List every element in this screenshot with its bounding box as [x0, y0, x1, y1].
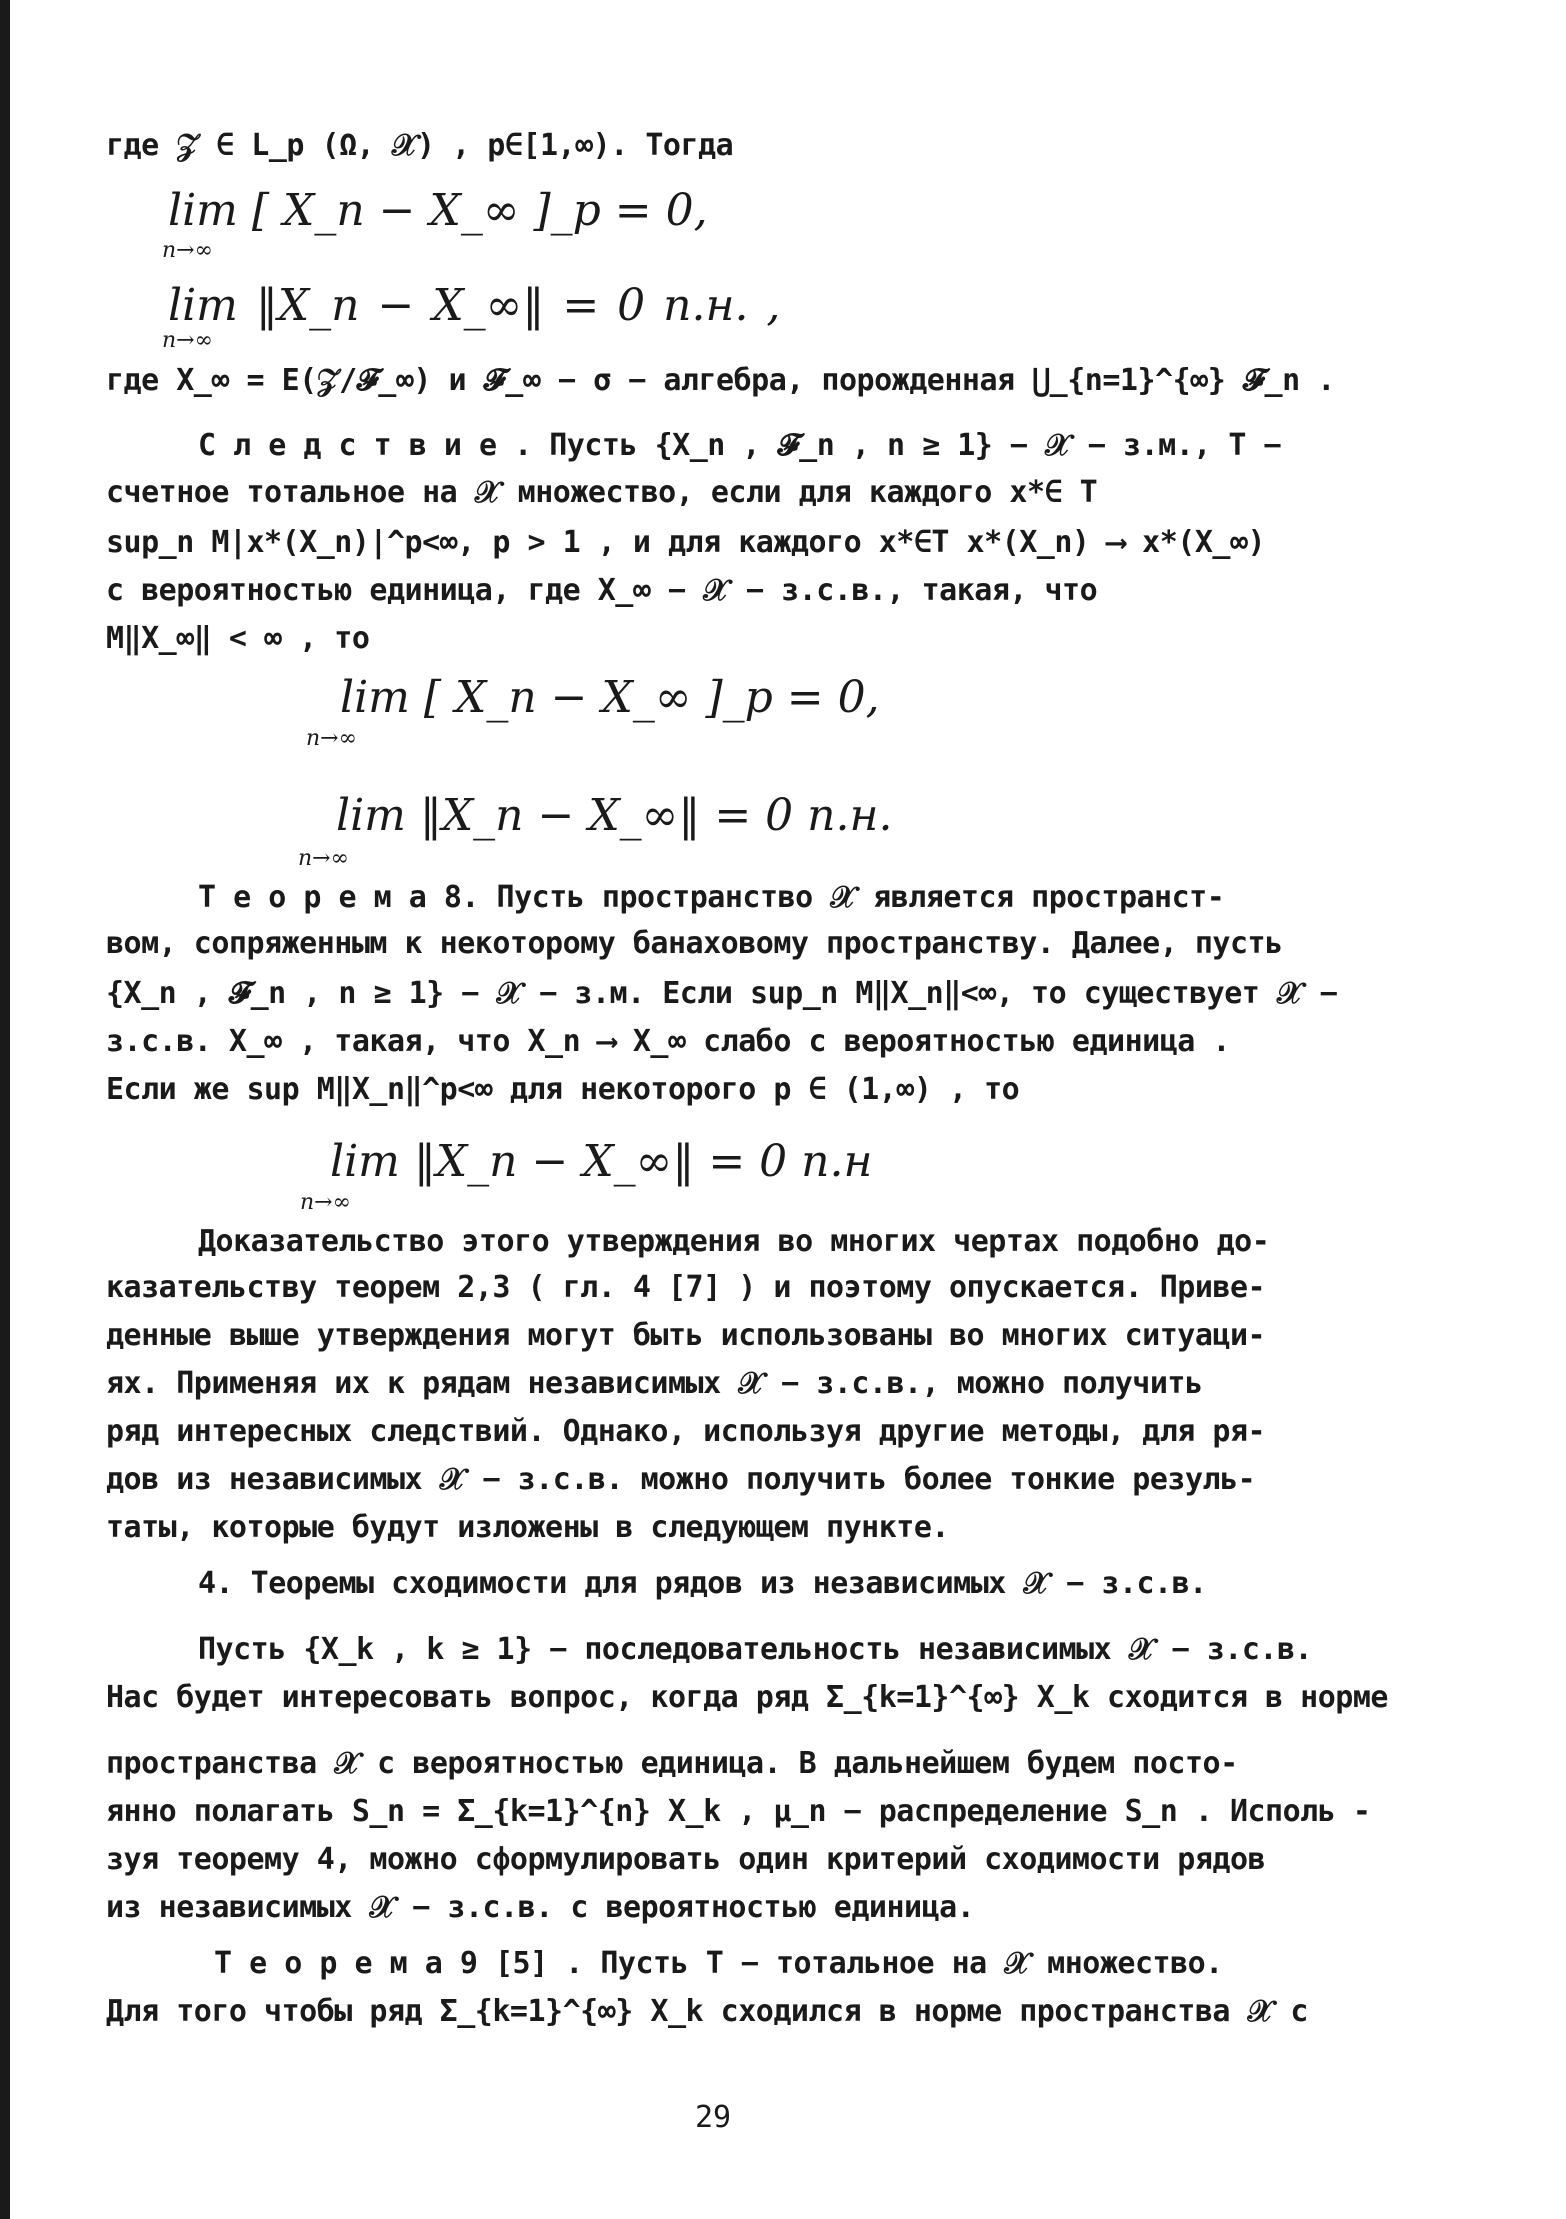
text-line: С л е д с т в и е . Пусть {X_n , 𝓕_n , n ≥ 1} − 𝒳 − з.м., T −	[198, 428, 1282, 463]
formula-limit-subscript: n→∞	[306, 726, 357, 751]
text-line: Нас будет интересовать вопрос, когда ряд Σ_{k=1}^{∞} X_k сходится в норме	[106, 1680, 1388, 1715]
text-line: где X_∞ = E(𝒵/𝓕_∞) и 𝓕_∞ − σ − алгебра, порожденная ⋃_{n=1}^{∞} 𝓕_n .	[106, 363, 1335, 398]
text-line: Пусть {X_k , k ≥ 1} − последовательность независимых 𝒳 − з.с.в.	[198, 1632, 1313, 1667]
text-line: ряд интересных следствий. Однако, используя другие методы, для ря-	[106, 1414, 1266, 1449]
formula-line: lim ‖X_n − X_∞‖ = 0 п.н. ,	[168, 280, 781, 331]
text-line: вом, сопряженным к некоторому банаховому пространству. Далее, пусть	[106, 926, 1283, 961]
text-line: янно полагать S_n = Σ_{k=1}^{n} X_k , μ_n − распределение S_n . Исполь -	[106, 1794, 1371, 1829]
section-heading: 4. Теоремы сходимости для рядов из независимых 𝒳 − з.с.в.	[198, 1566, 1207, 1601]
formula-limit-subscript: n→∞	[300, 1190, 351, 1215]
text-line: дов из независимых 𝒳 − з.с.в. можно получить более тонкие резуль-	[106, 1462, 1256, 1497]
text-line: где 𝒵 ∈ L_p (Ω, 𝒳) , p∈[1,∞). Тогда	[106, 128, 734, 163]
text-line: Доказательство этого утверждения во многих чертах подобно до-	[198, 1224, 1270, 1259]
formula-line: lim ‖X_n − X_∞‖ = 0 п.н	[330, 1136, 873, 1187]
text-line: Для того чтобы ряд Σ_{k=1}^{∞} X_k сходился в норме пространства 𝒳 с	[106, 1994, 1308, 2029]
text-line: sup_n M|x*(X_n)|^p<∞, p > 1 , и для каждого x*∈T x*(X_n) ⟶ x*(X_∞)	[106, 525, 1266, 560]
text-line: M‖X_∞‖ < ∞ , то	[106, 621, 370, 656]
text-line: из независимых 𝒳 − з.с.в. с вероятностью единица.	[106, 1890, 975, 1925]
text-line: пространства 𝒳 с вероятностью единица. В дальнейшем будем посто-	[106, 1746, 1238, 1781]
text-line: Т е о р е м а 8. Пусть пространство 𝒳 является пространст-	[198, 880, 1225, 915]
formula-limit-subscript: n→∞	[162, 238, 213, 263]
page-number: 29	[694, 2100, 732, 2135]
text-line: казательству теорем 2,3 ( гл. 4 [7] ) и поэтому опускается. Приве-	[106, 1270, 1266, 1305]
text-line: з.с.в. X_∞ , такая, что X_n ⟶ X_∞ слабо с вероятностью единица .	[106, 1024, 1230, 1059]
formula-limit-subscript: n→∞	[298, 846, 349, 871]
formula-line: lim [ X_n − X_∞ ]_p = 0,	[168, 185, 708, 236]
formula-line: lim [ X_n − X_∞ ]_p = 0,	[340, 672, 880, 723]
text-line: зуя теорему 4, можно сформулировать один критерий сходимости рядов	[106, 1842, 1266, 1877]
formula-limit-subscript: n→∞	[162, 328, 213, 353]
text-line: счетное тотальное на 𝒳 множество, если для каждого x*∈ T	[106, 475, 1098, 510]
text-line: {X_n , 𝓕_n , n ≥ 1} − 𝒳 − з.м. Если sup_n M‖X_n‖<∞, то существует 𝒳 −	[106, 976, 1338, 1011]
text-line: Если же sup M‖X_n‖^p<∞ для некоторого p ∈ (1,∞) , то	[106, 1072, 1020, 1107]
text-line: Т е о р е м а 9 [5] . Пусть T − тотальное на 𝒳 множество.	[214, 1946, 1223, 1981]
text-line: таты, которые будут изложены в следующем пункте.	[106, 1510, 949, 1545]
text-line: с вероятностью единица, где X_∞ − 𝒳 − з.с.в., такая, что	[106, 573, 1098, 608]
text-line: денные выше утверждения могут быть использованы во многих ситуаци-	[106, 1318, 1266, 1353]
formula-line: lim ‖X_n − X_∞‖ = 0 п.н.	[336, 790, 893, 841]
text-line: ях. Применяя их к рядам независимых 𝒳 − з.с.в., можно получить	[106, 1366, 1203, 1401]
